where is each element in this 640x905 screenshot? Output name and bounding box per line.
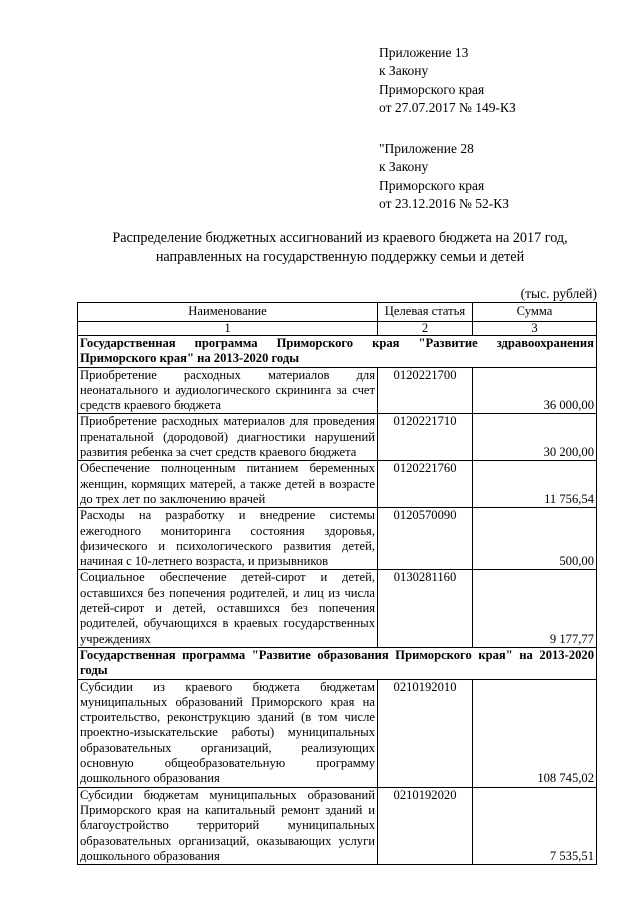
column-number-row [78, 322, 597, 336]
table-row [78, 787, 597, 864]
header-name: Наименование [78, 303, 378, 322]
appendix-amended-line: к Закону [379, 159, 429, 175]
table-row [78, 367, 597, 414]
column-number: 1 [78, 322, 378, 336]
row-name: Обеспечение полноценным питанием беременных женщин, кормящих матерей, а также детей в возрасте до трех лет по заключению врачей [78, 461, 378, 508]
table-row [78, 679, 597, 787]
row-amount: 9 177,77 [473, 570, 597, 647]
row-amount: 7 535,51 [473, 787, 597, 864]
row-code: 0120221700 [378, 367, 473, 414]
appendix-current-block [379, 44, 619, 213]
table-row [78, 570, 597, 647]
column-number: 3 [473, 322, 597, 336]
row-amount: 36 000,00 [473, 367, 597, 414]
column-number: 2 [378, 322, 473, 336]
row-name: Приобретение расходных материалов для проведения пренатальной (дородовой) диагностики нарушений развития ребенка за счет средств краевого бюджета [78, 414, 378, 461]
row-code: 0120570090 [378, 508, 473, 570]
table-row [78, 508, 597, 570]
table-row [78, 414, 597, 461]
row-amount: 11 756,54 [473, 461, 597, 508]
program-row [78, 647, 597, 679]
row-amount: 108 745,02 [473, 679, 597, 787]
appendix-current-line: Приложение 13 [379, 45, 469, 60]
row-code: 0210192010 [378, 679, 473, 787]
header-code: Целевая статья [378, 303, 473, 322]
row-name: Социальное обеспечение детей-сирот и детей, оставшихся без попечения родителей, и лиц из числа детей-сирот и детей, оставшихся без попечения родителей, обучающихся в краевых государственных учреждениях [78, 570, 378, 647]
table-header-row [78, 303, 597, 322]
appendix-amended-line: от 23.12.2016 № 52-КЗ [379, 196, 509, 212]
row-name: Субсидии из краевого бюджета бюджетам муниципальных образований Приморского края на строительство, реконструкцию зданий (в том числе проектно-изыскательские работы) муниципальных образовательных организаций, реализующих основную общеобразовательную программу дошкольного образования [78, 679, 378, 787]
title-line-2: направленных на государственную поддержку семьи и детей [155, 249, 525, 265]
appendix-current-line: от 27.07.2017 № 149-КЗ [379, 99, 516, 115]
program-title: Государственная программа "Развитие образования Приморского края" на 2013-2020 годы [78, 647, 597, 679]
budget-table [77, 302, 597, 865]
row-name: Приобретение расходных материалов для неонатального и аудиологического скрининга за счет средств краевого бюджета [78, 367, 378, 414]
appendix-current-line: Приморского края [379, 81, 485, 97]
appendix-gap [379, 117, 619, 140]
appendix-amended-line: "Приложение 28 [379, 141, 474, 157]
program-row [78, 336, 597, 368]
document-title [60, 229, 620, 267]
table-row [78, 461, 597, 508]
units-label: (тыс. рублей) [520, 286, 597, 301]
row-amount: 30 200,00 [473, 414, 597, 461]
row-name: Субсидии бюджетам муниципальных образований Приморского края на капитальный ремонт зданий и благоустройство территорий муниципальных образовательных организаций, оказывающих услуги дошкольного образования [78, 787, 378, 864]
appendix-amended-line: Приморского края [379, 177, 485, 193]
header-amount: Сумма [473, 303, 597, 322]
row-name: Расходы на разработку и внедрение системы ежегодного мониторинга состояния здоровья, физического и психологического развития детей, начиная с 10-летнего возраста, и призывников [78, 508, 378, 570]
title-line-1: Распределение бюджетных ассигнований из краевого бюджета на 2017 год, [112, 230, 568, 246]
appendix-current-line: к Закону [379, 63, 429, 79]
row-code: 0130281160 [378, 570, 473, 647]
program-title: Государственная программа Приморского края "Развитие здравоохранения Приморского края" на 2013-2020 годы [78, 336, 597, 368]
row-code: 0120221760 [378, 461, 473, 508]
row-code: 0120221710 [378, 414, 473, 461]
row-amount: 500,00 [473, 508, 597, 570]
row-code: 0210192020 [378, 787, 473, 864]
